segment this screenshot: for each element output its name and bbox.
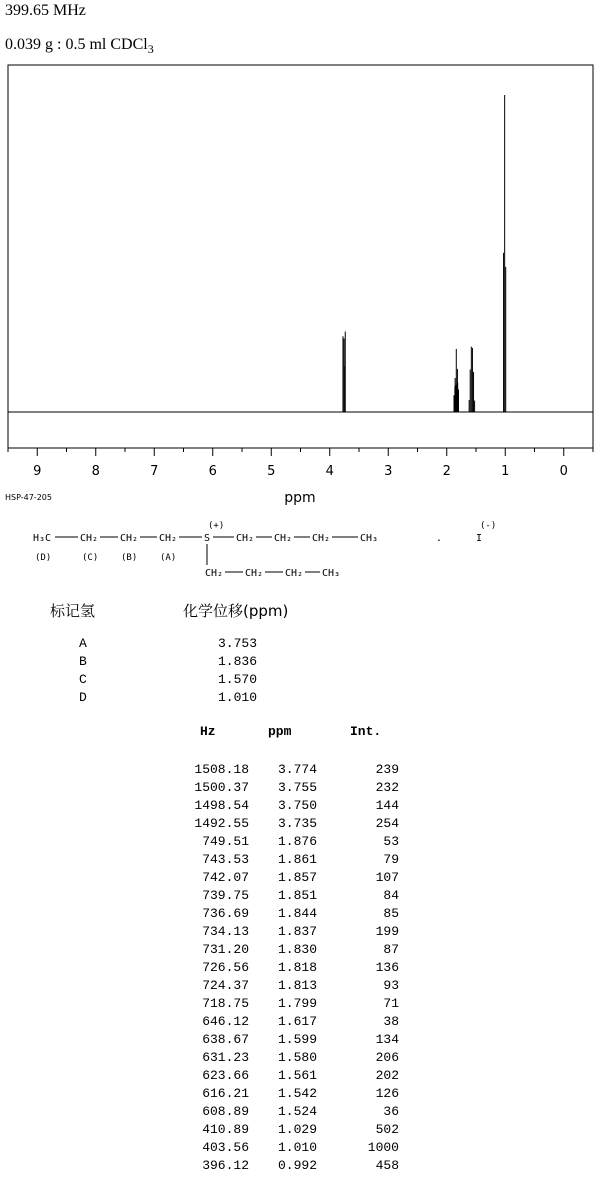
- peak-ppm: 1.861: [277, 852, 317, 867]
- label-b: (B): [121, 553, 138, 563]
- x-tick-label: 7: [150, 464, 159, 479]
- x-tick-label: 1: [501, 464, 510, 479]
- assignment-label: B: [79, 654, 87, 669]
- peak-int: 71: [383, 996, 399, 1011]
- x-tick-label: 8: [91, 464, 100, 479]
- atom-s: S: [204, 533, 211, 544]
- atom-ch2-b: CH₂: [120, 533, 139, 544]
- peak-ppm: 1.010: [277, 1140, 317, 1155]
- peak-hz: 623.66: [202, 1068, 249, 1083]
- peak-hz: 410.89: [202, 1122, 249, 1137]
- x-tick-label: 5: [267, 464, 276, 479]
- col-shift-header: 化学位移(ppm): [183, 602, 289, 620]
- peak-int: 232: [375, 780, 399, 795]
- peak-hz: 1500.37: [194, 780, 249, 795]
- peak-ppm: 1.029: [277, 1122, 317, 1137]
- atom-ch2-c: CH₂: [80, 533, 99, 544]
- atom-ch3: CH₃: [360, 533, 379, 544]
- peak-hz: 743.53: [202, 852, 249, 867]
- peak-hz: 739.75: [202, 888, 249, 903]
- peak-int: 126: [375, 1086, 399, 1101]
- peak-ppm: 1.524: [277, 1104, 317, 1119]
- peak-int: 144: [375, 798, 399, 813]
- atom-ch2: CH₂: [236, 533, 255, 544]
- peak-hz: 608.89: [202, 1104, 249, 1119]
- charge-minus: (-): [480, 521, 497, 531]
- peak-int: 87: [383, 942, 399, 957]
- peak-ppm: 1.837: [277, 924, 317, 939]
- peak-ppm: 1.599: [277, 1032, 317, 1047]
- peak-hz: 731.20: [202, 942, 249, 957]
- sample-text: 0.039 g : 0.5 ml CDCl: [5, 36, 148, 53]
- atom-ch3: CH₃: [322, 568, 341, 579]
- atom-ch2: CH₂: [245, 568, 264, 579]
- peak-hz: 646.12: [202, 1014, 249, 1029]
- peak-hz: 749.51: [202, 834, 249, 849]
- peak-ppm: 1.830: [277, 942, 317, 957]
- peak-ppm: 1.876: [277, 834, 317, 849]
- peak-ppm: 1.844: [277, 906, 317, 921]
- peak-header-hz: Hz: [200, 724, 216, 739]
- peak-hz: 1492.55: [194, 816, 249, 831]
- x-tick-label: 9: [33, 464, 42, 479]
- peak-int: 53: [383, 834, 399, 849]
- x-tick-label: 3: [384, 464, 393, 479]
- peak-int: 239: [375, 762, 399, 777]
- peak-int: 134: [375, 1032, 399, 1047]
- assignment-label: D: [79, 690, 87, 705]
- peak-hz: 616.21: [202, 1086, 249, 1101]
- x-tick-label: 6: [208, 464, 217, 479]
- peak-hz: 638.67: [202, 1032, 249, 1047]
- peak-hz: 403.56: [202, 1140, 249, 1155]
- assignment-ppm: 1.836: [218, 654, 258, 669]
- peak-int: 36: [383, 1104, 399, 1119]
- peak-ppm: 1.617: [277, 1014, 317, 1029]
- charge-plus: (+): [208, 521, 225, 531]
- peak-ppm: 3.750: [277, 798, 317, 813]
- peak-int: 107: [375, 870, 399, 885]
- label-a: (A): [160, 553, 177, 563]
- peak-int: 458: [375, 1158, 399, 1173]
- peak-ppm: 1.580: [277, 1050, 317, 1065]
- peak-ppm: 1.813: [277, 978, 317, 993]
- peak-ppm: 1.857: [277, 870, 317, 885]
- peak-hz: 736.69: [202, 906, 249, 921]
- peak-hz: 726.56: [202, 960, 249, 975]
- label-c: (C): [82, 553, 99, 563]
- peak-int: 1000: [367, 1140, 399, 1155]
- peak-hz: 742.07: [202, 870, 249, 885]
- atom-ch2: CH₂: [312, 533, 331, 544]
- separator-dot: .: [436, 533, 443, 544]
- peak-int: 202: [375, 1068, 399, 1083]
- peak-ppm: 1.561: [277, 1068, 317, 1083]
- peak-hz: 724.37: [202, 978, 249, 993]
- x-tick-label: 0: [559, 464, 568, 479]
- spectrometer-frequency: 399.65 MHz: [5, 2, 86, 19]
- peak-ppm: 0.992: [277, 1158, 317, 1173]
- peak-hz: 1508.18: [194, 762, 249, 777]
- peak-int: 206: [375, 1050, 399, 1065]
- atom-ch2: CH₂: [274, 533, 293, 544]
- peak-ppm: 1.818: [277, 960, 317, 975]
- peak-hz: 396.12: [202, 1158, 249, 1173]
- atom-ch2: CH₂: [205, 568, 224, 579]
- assignment-ppm: 1.570: [218, 672, 258, 687]
- peak-hz: 718.75: [202, 996, 249, 1011]
- assignment-ppm: 1.010: [218, 690, 258, 705]
- peak-series: [343, 95, 506, 412]
- x-axis: [8, 448, 593, 479]
- peak-hz: 734.13: [202, 924, 249, 939]
- x-tick-label: 2: [442, 464, 451, 479]
- peak-ppm: 3.735: [277, 816, 317, 831]
- peak-int: 93: [383, 978, 399, 993]
- peak-ppm: 3.774: [277, 762, 317, 777]
- nmr-spectrum-chart: [0, 0, 595, 515]
- label-d: (D): [35, 553, 52, 563]
- peak-ppm: 1.799: [277, 996, 317, 1011]
- atom-ch2: CH₂: [285, 568, 304, 579]
- peak-header-int: Int.: [350, 724, 382, 739]
- peak-int: 199: [375, 924, 399, 939]
- col-label-header: 标记氢: [50, 602, 96, 620]
- assignment-label: C: [79, 672, 87, 687]
- peak-int: 254: [375, 816, 399, 831]
- assignment-label: A: [79, 636, 87, 651]
- peak-int: 79: [383, 852, 399, 867]
- peak-int: 38: [383, 1014, 399, 1029]
- peak-header-ppm: ppm: [268, 724, 292, 739]
- peak-hz: 631.23: [202, 1050, 249, 1065]
- peak-ppm: 1.851: [277, 888, 317, 903]
- atom-ch2-a: CH₂: [159, 533, 178, 544]
- peak-int: 85: [383, 906, 399, 921]
- atom-h3c: H₃C: [33, 533, 52, 544]
- sample-subscript: 3: [147, 42, 154, 57]
- peak-ppm: 1.542: [277, 1086, 317, 1101]
- peak-int: 84: [383, 888, 399, 903]
- assignment-ppm: 3.753: [218, 636, 258, 651]
- x-axis-label: ppm: [284, 490, 316, 506]
- peak-int: 502: [375, 1122, 399, 1137]
- peak-int: 136: [375, 960, 399, 975]
- x-tick-label: 4: [325, 464, 334, 479]
- molecule-structure: [0, 515, 595, 585]
- peak-ppm: 3.755: [277, 780, 317, 795]
- peak-hz: 1498.54: [194, 798, 249, 813]
- atom-iodide: I: [476, 533, 483, 544]
- spectrum-code: HSP-47-205: [5, 493, 52, 502]
